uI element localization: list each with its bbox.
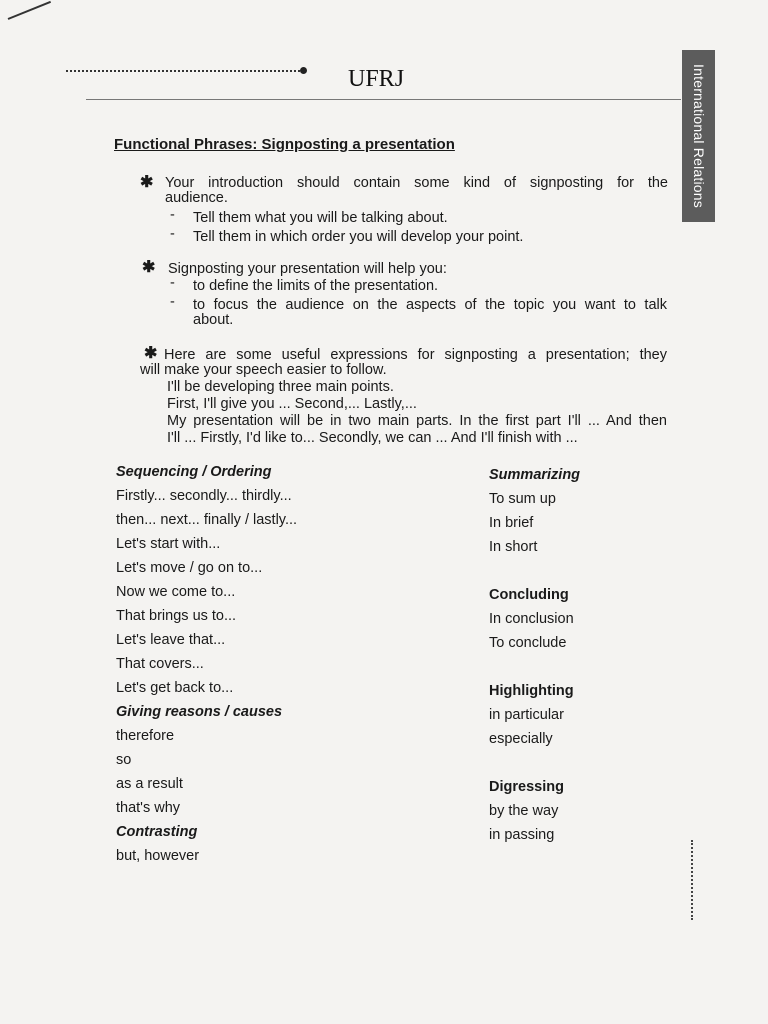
dash-bullet: - [170, 207, 175, 223]
phrase-item: To sum up [489, 491, 556, 507]
category-heading: Concluding [489, 587, 569, 603]
intro-text: Signposting your presentation will help you: [168, 261, 447, 277]
phrase-item: In short [489, 539, 538, 555]
bullet-dot [300, 67, 307, 74]
dotted-leader [66, 70, 304, 72]
example-phrase: I'll be developing three main points. [167, 379, 394, 395]
header-rule [86, 99, 681, 100]
intro-subitem: Tell them what you will be talking about. [193, 210, 448, 226]
phrase-item: but, however [116, 848, 200, 864]
phrase-item: Firstly... secondly... thirdly... [116, 488, 292, 504]
side-tab [682, 50, 715, 222]
example-phrase: My presentation will be in two main parts. In the first part I'll ... And then [167, 413, 667, 429]
dash-bullet: - [170, 226, 175, 242]
page-title: Functional Phrases: Signposting a presentation [114, 136, 455, 153]
category-heading: Giving reasons / causes [116, 704, 283, 720]
phrase-item: especially [489, 731, 553, 747]
category-heading: Digressing [489, 779, 564, 795]
category-heading: Highlighting [489, 683, 574, 699]
phrase-item: To conclude [489, 635, 567, 651]
example-phrase: I'll ... Firstly, I'd like to... Secondly, we can ... And I'll finish with ... [167, 430, 578, 446]
phrase-item: as a result [116, 776, 183, 792]
side-tab-label: International Relations [690, 64, 707, 208]
dotted-margin [691, 840, 693, 920]
phrase-item: by the way [489, 803, 559, 819]
asterisk-icon: ✱ [140, 174, 154, 191]
phrase-item: In brief [489, 515, 534, 531]
category-heading: Contrasting [116, 824, 198, 840]
phrase-item: Let's get back to... [116, 680, 234, 696]
intro-text: Your introduction should contain some kind of signposting for the [165, 175, 668, 191]
example-phrase: First, I'll give you ... Second,... Lastly,... [167, 396, 417, 412]
phrase-item: then... next... finally / lastly... [116, 512, 298, 528]
phrase-item: That brings us to... [116, 608, 237, 624]
asterisk-icon: ✱ [144, 345, 158, 362]
phrase-item: Let's start with... [116, 536, 221, 552]
intro-subitem: Tell them in which order you will develop your point. [193, 229, 524, 245]
intro-text: will make your speech easier to follow. [140, 362, 387, 378]
category-heading: Sequencing / Ordering [116, 464, 272, 480]
phrase-item: so [116, 752, 132, 768]
university-title: UFRJ [348, 66, 405, 92]
dash-bullet: - [170, 275, 175, 291]
phrase-item: Let's leave that... [116, 632, 226, 648]
intro-subitem: about. [193, 312, 234, 328]
phrase-item: In conclusion [489, 611, 574, 627]
intro-text: Here are some useful expressions for signposting a presentation; they [164, 347, 667, 363]
category-heading: Summarizing [489, 467, 581, 483]
phrase-item: therefore [116, 728, 175, 744]
phrase-item: that's why [116, 800, 181, 816]
intro-text: audience. [165, 190, 228, 206]
phrase-item: That covers... [116, 656, 204, 672]
pen-mark [8, 1, 51, 20]
phrase-item: Let's move / go on to... [116, 560, 263, 576]
intro-subitem: to focus the audience on the aspects of the topic you want to talk [193, 297, 667, 313]
asterisk-icon: ✱ [142, 259, 156, 276]
phrase-item: in particular [489, 707, 564, 723]
intro-subitem: to define the limits of the presentation. [193, 278, 439, 294]
phrase-item: Now we come to... [116, 584, 236, 600]
phrase-item: in passing [489, 827, 555, 843]
dash-bullet: - [170, 294, 175, 310]
